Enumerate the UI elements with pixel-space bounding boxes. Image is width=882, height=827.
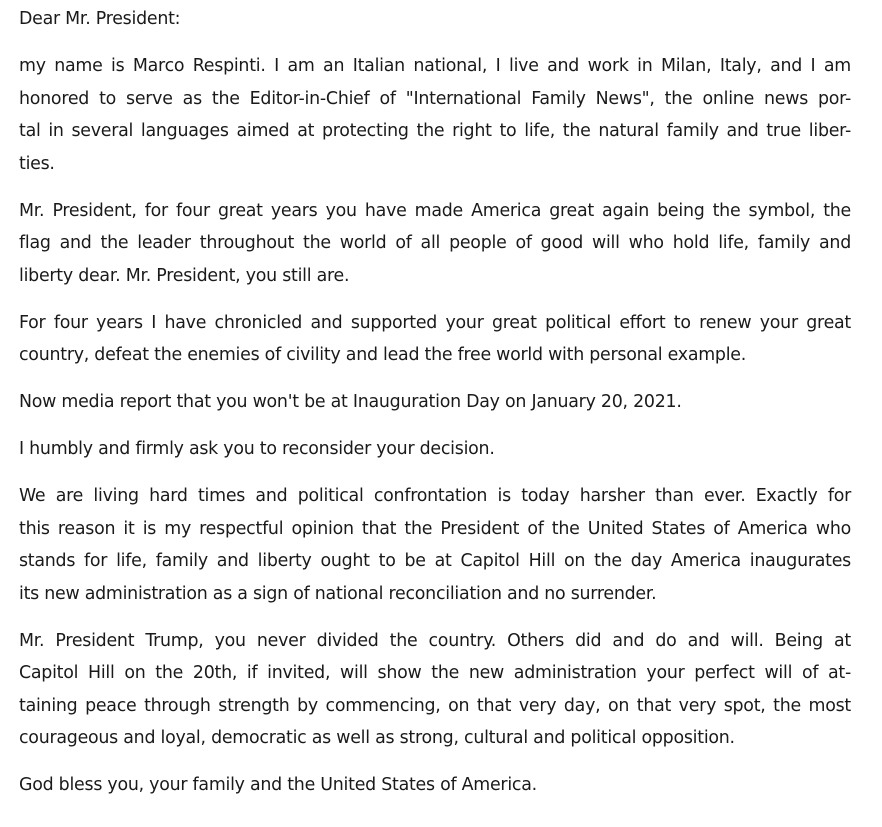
text-line: For four years I have chronicled and supported your great political effort to renew your great: [19, 312, 851, 333]
text-line: country, defeat the enemies of civility and lead the free world with personal example.: [19, 345, 747, 365]
text-line: flag and the leader throughout the world of all people of good will who hold life, family and: [19, 233, 851, 253]
text-line: Now media report that you won't be at Inauguration Day on January 20, 2021.: [19, 392, 682, 412]
salutation: Dear Mr. President:: [19, 9, 181, 29]
paragraph: [19, 195, 882, 293]
paragraph: [19, 433, 882, 466]
paragraph: [19, 386, 882, 419]
paragraph: [19, 50, 882, 180]
text-line: honored to serve as the Editor-in-Chief of "International Family News", the online news por-: [19, 88, 851, 109]
text-line: stands for life, family and liberty ought to be at Capitol Hill on the day America inaugurates: [19, 551, 851, 571]
text-line: Mr. President Trump, you never divided the country. Others did and do and will. Being at: [19, 630, 851, 651]
text-line: its new administration as a sign of national reconciliation and no surrender.: [19, 583, 657, 604]
paragraph: [19, 769, 882, 802]
text-line: We are living hard times and political confrontation is today harsher than ever. Exactly for: [19, 486, 851, 506]
text-line: I humbly and firmly ask you to reconsider your decision.: [19, 439, 495, 459]
text-line: this reason it is my respectful opinion that the President of the United States of America who: [19, 518, 851, 539]
text-line: God bless you, your family and the United States of America.: [19, 775, 537, 795]
text-line: my name is Marco Respinti. I am an Italian national, I live and work in Milan, Italy, and I am: [19, 56, 851, 76]
paragraph: [19, 307, 882, 372]
text-line: tal in several languages aimed at protecting the right to life, the natural family and true liber-: [19, 121, 851, 141]
paragraph: [19, 625, 882, 755]
paragraph: [19, 480, 882, 610]
text-line: Capitol Hill on the 20th, if invited, will show the new administration your perfect will of at-: [19, 663, 851, 683]
text-line: ties.: [19, 153, 55, 174]
text-line: liberty dear. Mr. President, you still are.: [19, 265, 350, 286]
text-line: taining peace through strength by commencing, on that very day, on that very spot, the most: [19, 695, 851, 716]
text-line: courageous and loyal, democratic as well as strong, cultural and political opposition.: [19, 728, 735, 748]
text-line: Mr. President, for four great years you have made America great again being the symbol, the: [19, 200, 851, 221]
letter-body: [19, 50, 882, 802]
